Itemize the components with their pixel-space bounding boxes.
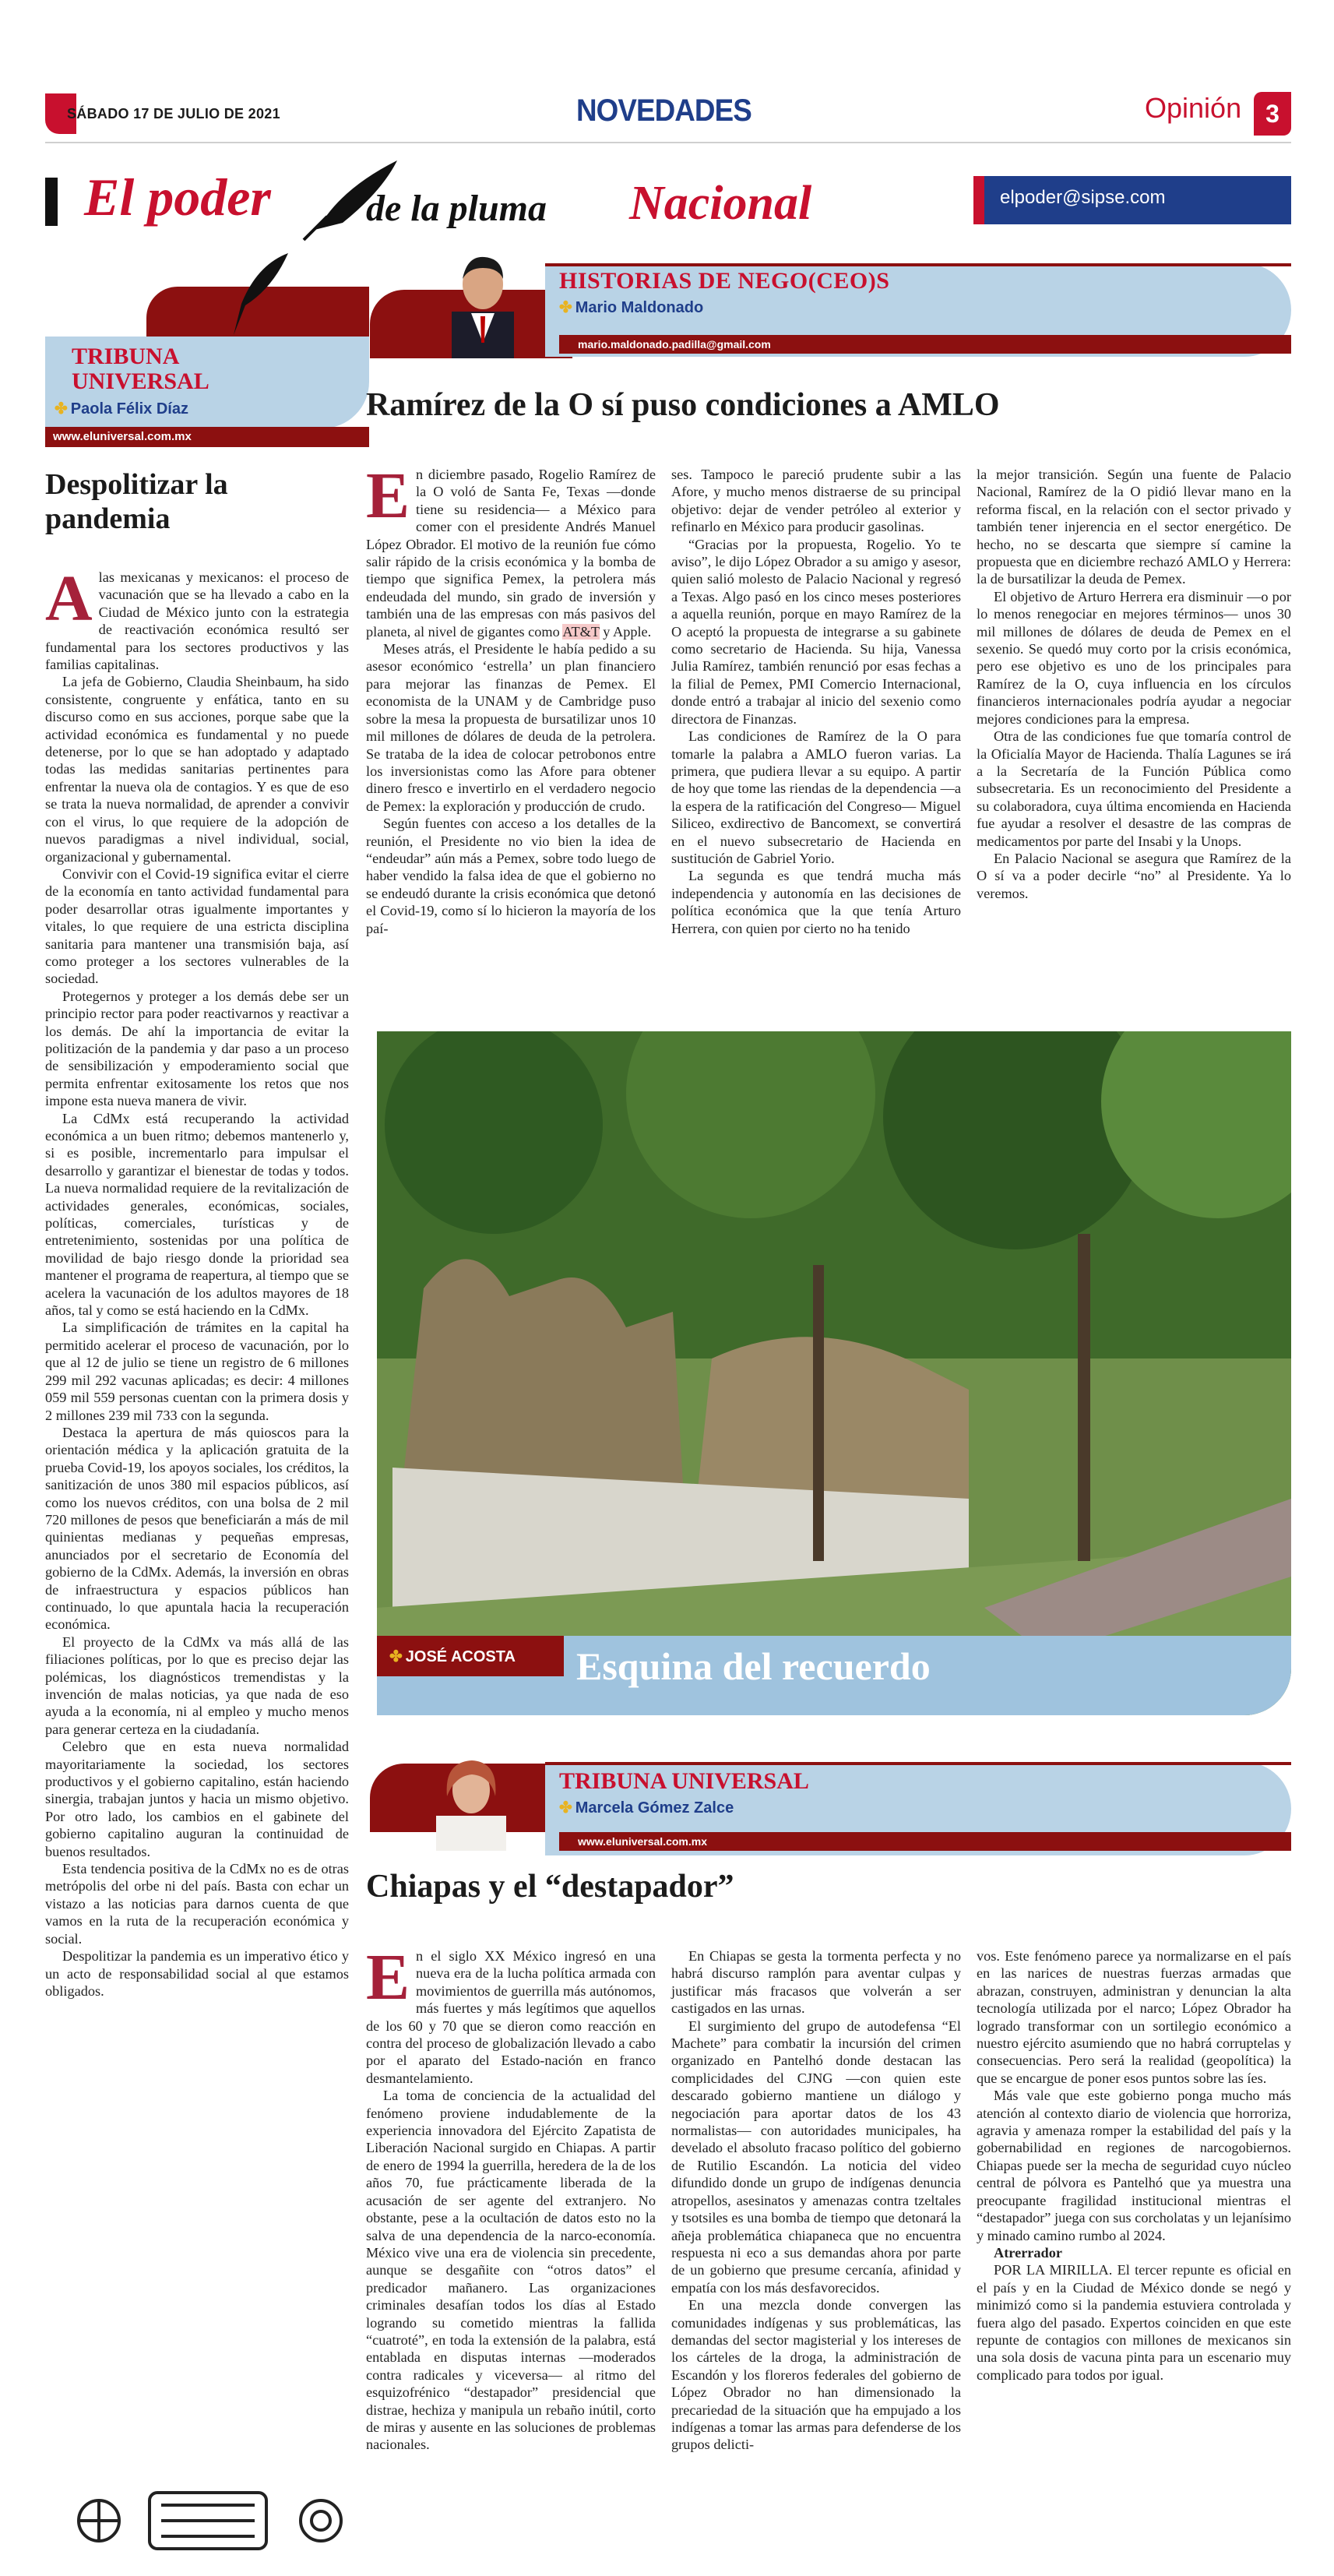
article-column-3 [977, 466, 1291, 902]
paragraph: Esta tendencia positiva de la CdMx no es de otras metrópolis del orbe ni del país. Basta con echar un vistazo a las noticias para darnos cuenta de que vamos en la ruta de la recuperación económica y social. [45, 1861, 349, 1947]
paragraph: ses. Tampoco le pareció prudente subir a las Afore, y mucho menos distraerse de su principal objetivo: dejar de vender petróleo al exterior y refinarlo en México para producir gasolinas. [671, 467, 961, 535]
paragraph: Las condiciones de Ramírez de la O para tomarle la palabra a AMLO fueron varias. La primera, que pudiera llevar a su equipo. A partir de hoy que tome las riendas de la dependencia —a la espera de la ratificación del Congreso— Miguel Siliceo, exdirectivo de Bancomext, se convertirá en el nuevo subsecretario de Hacienda en sustitución de Gabriel Yorio. [671, 728, 961, 866]
paragraph: n el siglo XX México ingresó en una nueva era de la lucha política armada con movimientos de guerrilla más autónomos, más fuertes y más legítimos que aquellos de los 60 y 70 que se dieron como reacción en contra del proceso de globalización llevado a cabo por el aparato del Estado-nación en franco desmantelamiento. [366, 1948, 656, 2086]
paragraph: La segunda es que tendrá mucha más independencia y autonomía en las decisiones de política económica que la que tenía Arturo Herrera, con quien por cierto no ha tenido [671, 868, 961, 936]
paragraph: Más vale que este gobierno ponga mucho más atención al contexto diario de violencia que horroriza, agravia y amenaza romper la estabilidad del país y la gobernabilidad en regiones de narcogobiernos. Chiapas puede ser la mecha de seguridad cuyo núcleo central de pólvora es Pantelhó que ya muestra una preocupante fragilidad institucional mientras el “destapador” juega con sus corcholatas y un lejanísimo y minado camino rumbo al 2024. [977, 2088, 1291, 2243]
aside-text: POR LA MIRILLA. El tercer repunte es oficial en el país y en la Ciudad de México donde se negó y minimizó como si la pandemia estuviera controlada y fuera algo del pasado. Expertos coinciden en que este repunte de contagios con millones de mexicanos sin una sola dosis de vacuna pinta para un escenario muy complicado para todos por igual. [977, 2262, 1291, 2383]
header-divider [45, 142, 1291, 143]
paragraph: Meses atrás, el Presidente le había pedido a su asesor económico ‘estrella’ un plan financiero para mejorar las finanzas de Pemex. El economista de la UNAM y de Cambridge puso sobre la mesa la propuesta de bursatilizar unos 10 mil millones de dólares de deuda de la petrolera. Se trataba de la idea de colocar petrobonos entre los inversionistas como las Afore para obtener dinero fresco e invertirlo en el verdadero negocio de Pemex: la exploración y producción de crudo. [366, 641, 656, 814]
paragraph: la mejor transición. Según una fuente de Palacio Nacional, Ramírez de la O pidió llevar mano en la reforma fiscal, en la relación con el sector privado y también tener injerencia en el sector energético. De hecho, no se descarta que siempre sí camine la propuesta que en diciembre rechazó AMLO y Herrera: la de bursatilizar la deuda de Pemex. [977, 467, 1291, 587]
column-header-line [545, 1762, 1291, 1765]
paragraph-end: y Apple. [599, 623, 652, 640]
photo-esquina [377, 1031, 1291, 1715]
paragraph: Celebro que en esta nueva normalidad mayoritariamente la sociedad, los sectores productivos y el gobierno capitalino, están haciendo sinergia, trabajan juntos y hacia un mismo objetivo. Por otro lado, los cambios en el gabinete del gobierno capitalino auguran la continuidad de buenos resultados. [45, 1739, 349, 1859]
paragraph: n diciembre pasado, Rogelio Ramírez de la O voló de Santa Fe, Texas —donde tiene su residencia— a México para comer con el presidente Andrés Manuel López Obrador. El motivo de la reunión fue cómo salir rápido de la crisis económica y la bomba de tiempo que significa Pemex, la petrolera más endeudada del mundo, sin grado de inversión y también una de las empresas con más pasivos del planeta, al nivel de gigantes como [366, 467, 656, 640]
paragraph: En Chiapas se gesta la tormenta perfecta y no habrá discurso ramplón para aventar culpas y justificar más fracasos que volverán a ser castigados en las urnas. [671, 1948, 961, 2017]
column-title: HISTORIAS DE NEGO(CEO)S [559, 268, 890, 294]
source-website[interactable]: www.eluniversal.com.mx [45, 427, 369, 447]
author-name [55, 399, 188, 418]
paragraph: Convivir con el Covid-19 significa evitar el cierre de la economía en tanto actividad fundamental para poder desarrollar otras igualmente importantes y vitales, lo que requiere de una estricta disciplina sanitaria para mantener una transmisión baja, así como proteger a los sectores vulnerables de la sociedad. [45, 865, 349, 987]
article-column-4 [366, 1941, 656, 2454]
masthead-nacional: Nacional [629, 177, 812, 230]
column-header-line [545, 263, 1291, 266]
highlighted-text: AT&T [562, 623, 600, 640]
edition-date: SÁBADO 17 DE JULIO DE 2021 [67, 106, 280, 122]
star-icon: ✤ [55, 400, 68, 418]
paragraph: En una mezcla donde convergen las comunidades indígenas y sus problemáticas, las demandas del sector magisterial y los intereses de los cárteles de la droga, la administración de Escandón y los floreros federales del gobierno de López Obrador no han dimensionado la precariedad de la situación que ha empujado a los indígenas a tomar las armas para defenderse de los grupos delicti- [671, 2297, 961, 2453]
paragraph: Otra de las condiciones fue que tomaría control de la Oficialía Mayor de Hacienda. Thalía Lagunes se irá a la Secretaría de la Función Pública como subsecretaria. Es un reconocimiento del Presidente a su colaboradora, cuya última encomienda en Hacienda fue ayudar a resolver el desastre de las compras de medicamentos por parte del Insabi y la Unops. [977, 728, 1291, 849]
author-photo [421, 1742, 522, 1851]
dropcap: E [366, 460, 410, 532]
column-title: TRIBUNA UNIVERSAL [559, 1768, 809, 1794]
paragraph: En Palacio Nacional se asegura que Ramírez de la O sí va a poder decirle “no” al Presidente. Ya lo veremos. [977, 850, 1291, 901]
column-headline: Despolitizar la pandemia [45, 468, 228, 535]
ruins-photo [377, 1031, 1291, 1715]
author-photo [436, 241, 522, 358]
paragraph: El surgimiento del grupo de autodefensa “El Machete” para combatir la incursión del crimen organizado en Pantelhó donde destacan las complicidades del CJNG —con quien este descarado gobierno mantiene un diálogo y negociación para aportar datos de los 43 normalistas— con autoridades municipales, ha develado el absoluto fracaso político del gobierno de Rutilio Escandón. La noticia del video difundido donde un grupo de indígenas denuncia atropellos, asesinatos y amenazas contra tzeltales y tsotsiles es una bomba de tiempo que detonará la añeja problemática chiapaneca que no encuentra respuesta ni eco a sus demandas ahora por parte de un gobierno que presume cercanía, afinidad y empatía con los más desfavorecidos. [671, 2017, 961, 2296]
paragraph: Destaca la apertura de más quioscos para la orientación médica y la aplicación gratuita de la prueba Covid-19, los apoyos sociales, los créditos, la sanitización de unos 380 mil espacios públicos, así como los nuevos créditos, con una bolsa de 2 mil 720 millones de pesos que beneficiarán a más de mil quinientas medianas y pequeñas empresas, anunciados por el secretario de Economía del gobierno de la CdMx. Además, la inversión en obras de infraestructura y espacios públicos han continuado, lo que apuntala hacia la recuperación económica. [45, 1424, 349, 1633]
paragraph: vos. Este fenómeno parece ya normalizarse en el país en las narices de nuestras fuerzas armadas que abrazan, construyen, administran y denuncian la alta tecnología utilizada por el narco; López Obrador ha logrado transformar con un sortilegio económico a nuestro ejército asumiendo que no habrá corruptelas y consecuencias. Pero será la realidad (geopolítica) la que se encargue de poner esos puntos sobre las íes. [977, 1948, 1291, 2086]
paragraph: El proyecto de la CdMx va más allá de las filiaciones políticas, por lo que es preciso dejar las polémicas, los diagnósticos tremendistas y la invención de malas noticias, ya que nada de eso ayuda a la economía, ni al empleo y mucho menos para generar certeza en la ciudadanía. [45, 1633, 349, 1737]
page-number: 3 [1254, 92, 1291, 136]
paragraph: La CdMx está recuperando la actividad económica a un buen ritmo; debemos mantenerlo y, si es posible, incrementarlo para impulsar el desarrollo y garantizar el bienestar de todas y todos. La nueva normalidad requiere de la revitalización de actividades generales, económicas, sociales, políticas, comerciales, turísticas y de entretenimiento, sostenidas por una política de movilidad de bajo riesgo donde la prioridad sea mantener el programa de reapertura, al tiempo que se acelera la vacunación de los adultos mayores de 18 años, tal y como se está haciendo en la CdMx. [45, 1110, 349, 1319]
masthead-title: El poder [84, 167, 271, 227]
author-name [559, 1798, 734, 1817]
paragraph: La simplificación de trámites en la capital ha permitido acelerar el proceso de vacunación, por lo que al 12 de julio se tiene un registro de 6 millones 299 mil 292 vacunas aplicadas; es decir: 4 millones 059 mil 559 personas cuentan con la primera dosis y 2 millones 239 mil 733 con la segunda. [45, 1320, 349, 1423]
government-logos [64, 2482, 360, 2560]
paper-name[interactable]: NOVEDADES [576, 93, 751, 128]
paragraph: La jefa de Gobierno, Claudia Sheinbaum, ha sido consistente, congruente y enfática, tanto en su discurso como en sus acciones, porque sabe que la actividad económica es fundamental y no puede detenerse, por lo que se han adoptado y adaptado todas las medidas sanitarias pertinentes para enfrentar la nueva ola de contagios. Y es que de eso se trata la nueva normalidad, de aprender a convivir con el virus, lo que requiere de la adopción de nuevos paradigmas a nivel individual, social, organizacional y gubernamental. [45, 674, 349, 865]
paragraph: las mexicanas y mexicanos: el proceso de vacunación que se ha llevado a cabo en la Ciudad de México junto con la estrategia de reactivación económica resultó ser fundamental para los sectores productivos y las familias capitalinas. [45, 569, 349, 673]
paragraph: La toma de conciencia de la actualidad del fenómeno proviene indudablemente de la experiencia innovadora del Ejército Zapatista de Liberación Nacional surgido en Chiapas. A partir de enero de 1994 la guerrilla, heredera de la de los años 70, fue prácticamente liberada de la acusación de ser agente del extranjero. No obstante, pese a la ocultación de datos esto no la salva de una dependencia de la narco-economía. México vive una era de violencia sin precedente, aunque se desgañite con “otros datos” el predicador mañanero. Las organizaciones criminales desafían todos los días al Estado logrando su cometido mientras la fallida “cuatroté”, en toda la extensión de la palabra, está entablada en disputas internas —moderados contra radicales y viceversa— al ritmo del esquizofrénico “destapador” presidencial que distrae, hechiza y manipula un rebaño inútil, corto de miras y ausente en las soluciones de problemas nacionales. [366, 2088, 656, 2453]
tribuna-title: TRIBUNA UNIVERSAL [72, 344, 209, 394]
dropcap: E [366, 1941, 410, 2014]
feather-icon [226, 249, 296, 343]
paragraph: El objetivo de Arturo Herrera era disminuir —o por lo menos renegociar en mejores términos— unos 30 mil millones de dólares de deuda de Pemex en el sexenio. Se quedó muy corto por la crisis económica, pero ese objetivo es uno de los principales para Ramírez de la O, cuya influencia en los círculos financieros internacionales podría ayudar a negociar mejores condiciones para la empresa. [977, 588, 1291, 727]
paragraph: “Gracias por la propuesta, Rogelio. Yo te aviso”, le dijo López Obrador a su amigo y asesor, quien salió molesto de Palacio Nacional y regresó a Texas. Algo pasó en los cinco meses posteriores a aquella reunión, porque en mayo Ramírez de la O aceptó la propuesta de integrarse a su gabinete como secretario de Hacienda. Su hija, Vanessa Julia Ramírez, también renunció por esas fechas a la filial de Pemex, PMI Comercio Internacional, donde entró a trabajar al inicio del sexenio como directora de Finanzas. [671, 536, 961, 727]
article-column-2 [671, 466, 961, 937]
star-icon: ✤ [389, 1648, 403, 1665]
paragraph: Protegernos y proteger a los demás debe ser un principio rector para poder reactivarnos y reactivar a los demás. De ahí la importancia de evitar la politización de la pandemia y dar paso a un proceso de sensibilización y empoderamiento social que permita enfrentar exitosamente los retos que nos impone esta nueva manera de vivir. [45, 988, 349, 1109]
article-column-6 [977, 1947, 1291, 2384]
author-email[interactable]: mario.maldonado.padilla@gmail.com [559, 335, 1291, 354]
star-icon: ✤ [559, 299, 572, 316]
paragraph: Despolitizar la pandemia es un imperativo ético y un acto de responsabilidad social al que estamos obligados. [45, 1948, 349, 1999]
left-column-body [45, 562, 349, 2000]
masthead-subtitle: de la pluma [366, 188, 547, 229]
author-name [559, 298, 703, 317]
article-column-1 [366, 460, 656, 937]
paragraph: Según fuentes con acceso a los detalles de la reunión, el Presidente no vio bien la idea de “endeudar” aún más a Pemex, sobre todo luego de haber vendido la falsa idea de que el gobierno no se endeudó durante la crisis económica que detonó el Covid-19, como sí lo hicieron la mayoría de los paí- [366, 816, 656, 936]
dropcap: A [45, 562, 93, 635]
credit-label: JOSÉ ACOSTA [405, 1648, 516, 1665]
article-column-5 [671, 1947, 961, 2454]
article-headline: Ramírez de la O sí puso condiciones a AMLO [366, 387, 1000, 423]
photo-caption: Esquina del recuerdo [576, 1644, 931, 1688]
author-label: Mario Maldonado [575, 299, 704, 316]
source-website[interactable]: www.eluniversal.com.mx [559, 1832, 1291, 1851]
author-label: Marcela Gómez Zalce [575, 1799, 734, 1817]
article-headline: Chiapas y el “destapador” [366, 1869, 734, 1905]
section-name: Opinión [1145, 92, 1242, 124]
star-icon: ✤ [559, 1799, 572, 1817]
aside-title: Atrerrador [994, 2244, 1062, 2261]
photo-credit [389, 1647, 516, 1666]
contact-email[interactable]: elpoder@sipse.com [973, 176, 1291, 224]
masthead-bar [45, 178, 58, 226]
author-label: Paola Félix Díaz [70, 400, 188, 418]
